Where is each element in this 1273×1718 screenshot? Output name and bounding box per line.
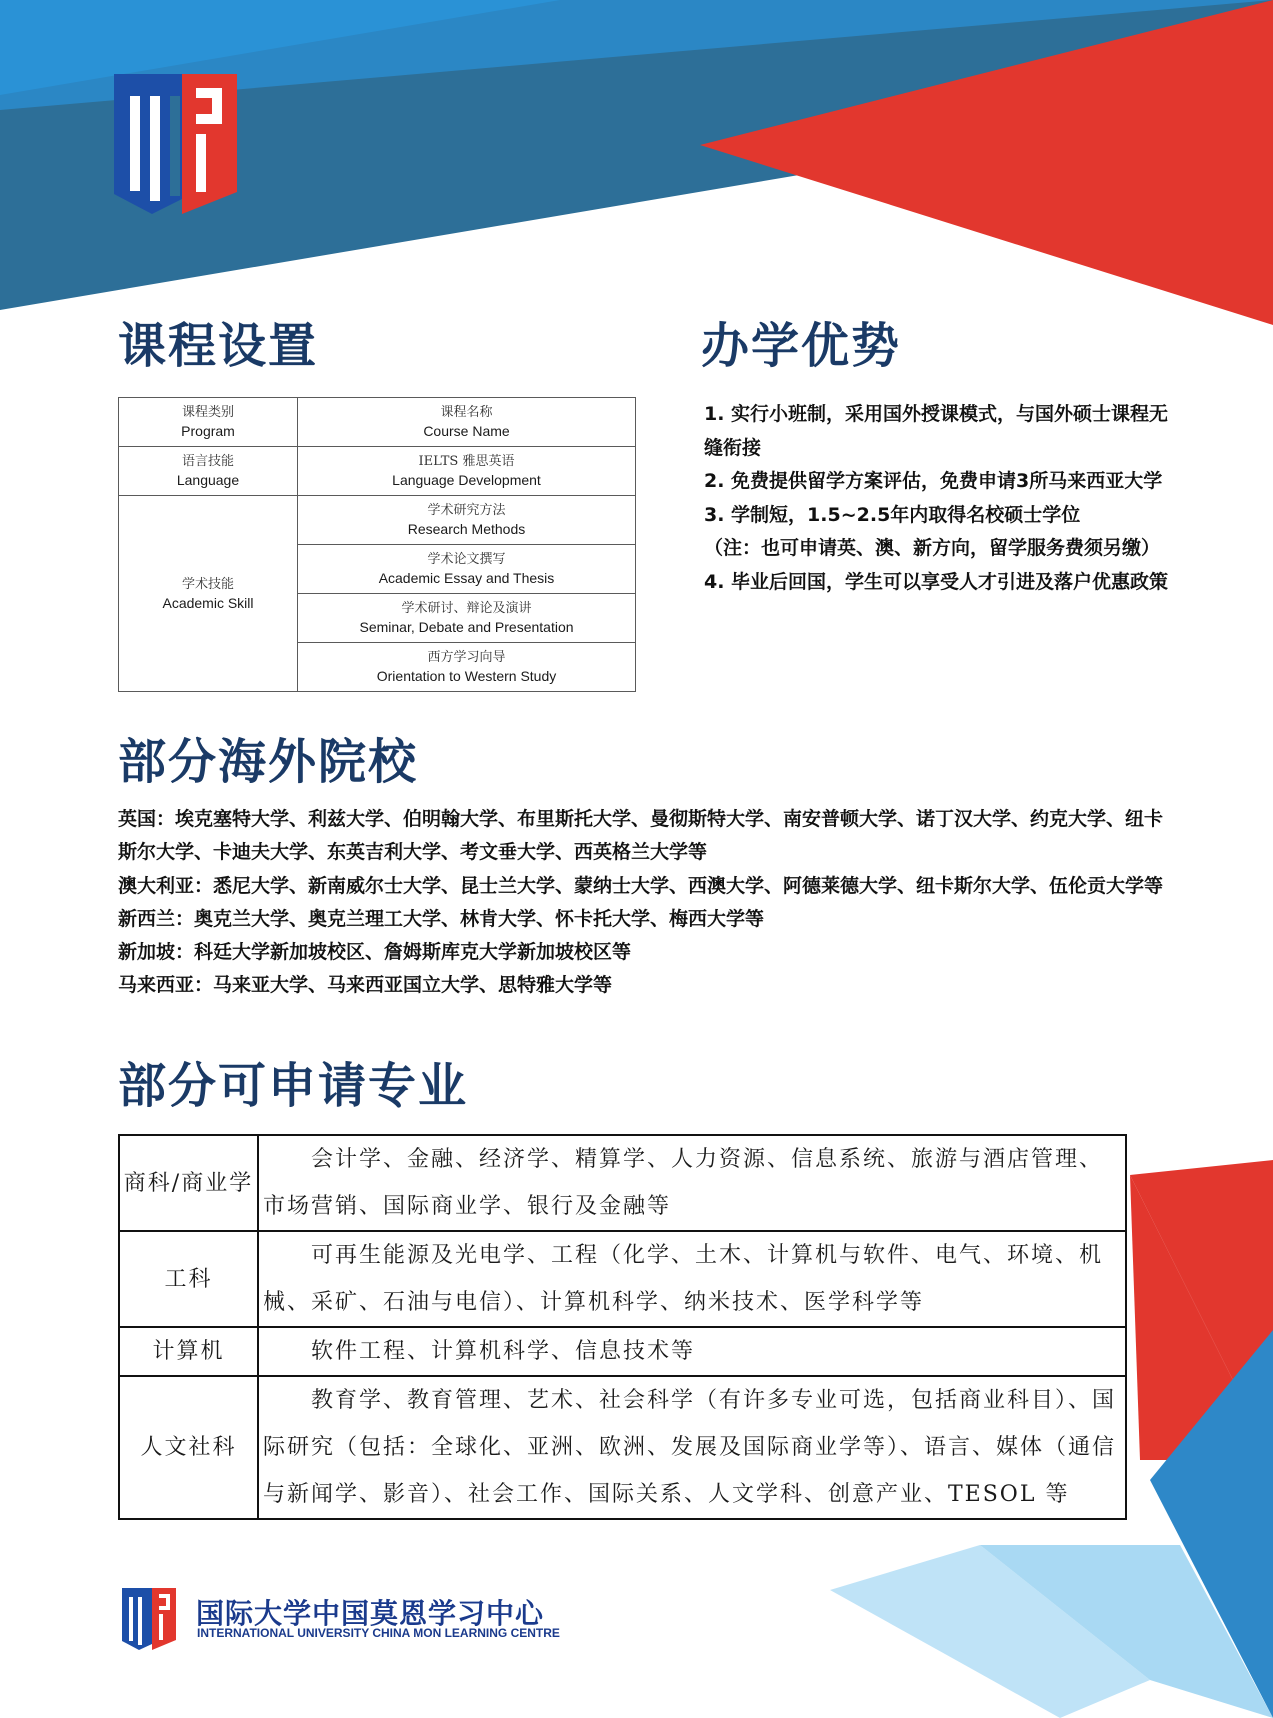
table-row: [119, 1135, 1126, 1231]
schools-list: [118, 803, 1168, 1003]
footer-name-en: INTERNATIONAL UNIVERSITY CHINA MON LEARNING CENTRE: [197, 1626, 560, 1640]
schools-heading: 部分海外院校: [118, 734, 419, 790]
list-item: 英国：埃克塞特大学、利兹大学、伯明翰大学、布里斯托大学、曼彻斯特大学、南安普顿大学、诺丁汉大学、约克大学、纽卡斯尔大学、卡迪夫大学、东英吉利大学、考文垂大学、西英格兰大学等: [118, 808, 1164, 864]
list-item: 新加坡：科廷大学新加坡校区、詹姆斯库克大学新加坡校区等: [118, 941, 632, 964]
header-program: 课程类别 Program: [119, 398, 298, 447]
list-item: （注：也可申请英、澳、新方向，留学服务费须另缴）: [704, 537, 1161, 559]
major-description: 教育学、教育管理、艺术、社会科学（有许多专业可选，包括商业科目）、国际研究（包括：全球化、亚洲、欧洲、发展及国际商业学等）、语言、媒体（通信与新闻学、影音）、社会工作、国际关系、人文学科、创意产业、TESOL 等: [258, 1376, 1126, 1519]
list-item: 2. 免费提供留学方案评估，免费申请3所马来西亚大学: [704, 470, 1163, 492]
majors-heading: 部分可申请专业: [118, 1058, 469, 1114]
course-item: 学术研究方法 Research Methods: [298, 496, 636, 545]
list-item: 新西兰：奥克兰大学、奥克兰理工大学、林肯大学、怀卡托大学、梅西大学等: [118, 907, 765, 930]
major-category: 人文社科: [119, 1376, 258, 1519]
major-category: 商科/商业学: [119, 1135, 258, 1231]
courses-heading: 课程设置: [118, 318, 319, 374]
majors-table: [118, 1134, 1127, 1520]
list-item: 1. 实行小班制，采用国外授课模式，与国外硕士课程无缝衔接: [704, 403, 1169, 459]
mr-logo-icon: [112, 74, 242, 214]
table-row: [119, 1327, 1126, 1376]
major-description: 软件工程、计算机科学、信息技术等: [258, 1327, 1126, 1376]
list-item: 3. 学制短，1.5~2.5年内取得名校硕士学位: [704, 503, 1081, 526]
table-row: [119, 398, 636, 447]
major-description: 可再生能源及光电学、工程（化学、土木、计算机与软件、电气、环境、机械、采矿、石油与电信）、计算机科学、纳米技术、医学科学等: [258, 1231, 1126, 1327]
table-row: [119, 1231, 1126, 1327]
course-item: 学术研讨、辩论及演讲 Seminar, Debate and Presentation: [298, 594, 636, 643]
footer-name-zh: 国际大学中国莫恩学习中心: [196, 1597, 545, 1630]
major-category: 计算机: [119, 1327, 258, 1376]
major-description: 会计学、金融、经济学、精算学、人力资源、信息系统、旅游与酒店管理、市场营销、国际商业学、银行及金融等: [258, 1135, 1126, 1231]
header-course: 课程名称 Course Name: [298, 398, 636, 447]
course-item: 学术论文撰写 Academic Essay and Thesis: [298, 545, 636, 594]
table-row: [119, 496, 636, 545]
table-row: [119, 1376, 1126, 1519]
table-row: [119, 447, 636, 496]
footer-logo-icon: [122, 1588, 178, 1650]
list-item: 4. 毕业后回国，学生可以享受人才引进及落户优惠政策: [704, 570, 1169, 593]
advantages-heading: 办学优势: [701, 318, 902, 374]
course-table: [118, 397, 636, 692]
program-language: 语言技能 Language: [119, 447, 298, 496]
major-category: 工科: [119, 1231, 258, 1327]
program-academic: 学术技能 Academic Skill: [119, 496, 298, 692]
advantages-list: [704, 398, 1186, 599]
list-item: 马来西亚：马来亚大学、马来西亚国立大学、思特雅大学等: [118, 974, 613, 997]
course-item: 西方学习向导 Orientation to Western Study: [298, 643, 636, 692]
list-item: 澳大利亚：悉尼大学、新南威尔士大学、昆士兰大学、蒙纳士大学、西澳大学、阿德莱德大学、纽卡斯尔大学、伍伦贡大学等: [118, 874, 1164, 897]
course-ielts: IELTS 雅思英语 Language Development: [298, 447, 636, 496]
